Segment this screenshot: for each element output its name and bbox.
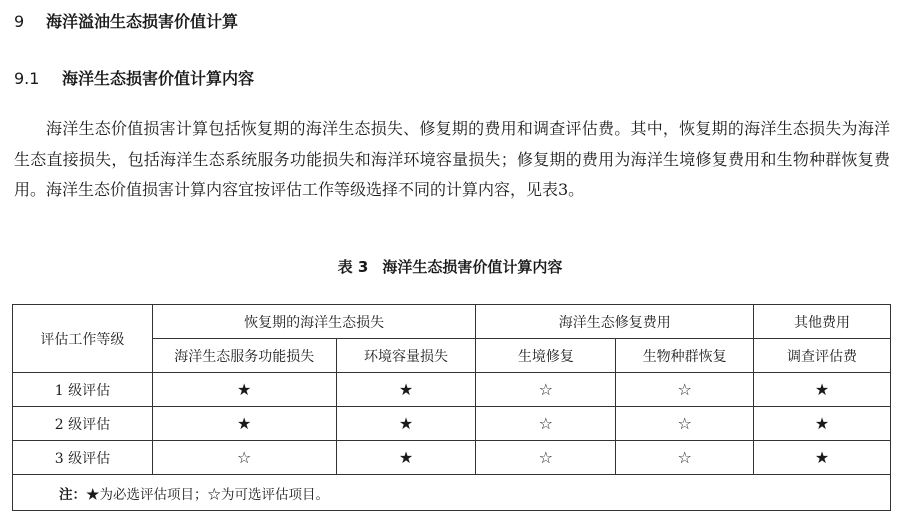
star-cell: ☆ [476,373,616,407]
header-capacity-loss: 环境容量损失 [336,339,476,373]
star-cell: ★ [754,373,891,407]
header-survey-fee: 调查评估费 [754,339,891,373]
subsection-number: 9.1 [14,69,40,88]
header-habitat-repair: 生境修复 [476,339,616,373]
star-cell: ★ [754,441,891,475]
star-cell: ☆ [616,373,754,407]
section-heading [14,10,238,34]
star-cell: ★ [152,407,336,441]
table-row [13,407,891,441]
table-caption [0,255,900,279]
damage-calculation-table [12,304,891,511]
header-species-recovery: 生物种群恢复 [616,339,754,373]
subsection-title: 海洋生态损害价值计算内容 [62,69,255,88]
section-number: 9 [14,12,25,31]
header-service-loss: 海洋生态服务功能损失 [152,339,336,373]
table-row [13,441,891,475]
star-cell: ☆ [616,407,754,441]
row-level: 1 级评估 [13,373,153,407]
star-cell: ☆ [616,441,754,475]
star-cell: ☆ [152,441,336,475]
star-cell: ★ [754,407,891,441]
header-level: 评估工作等级 [13,305,153,373]
table-row [13,373,891,407]
subsection-heading [14,67,254,91]
header-group-other: 其他费用 [754,305,891,339]
table-note [13,475,891,511]
star-cell: ☆ [476,441,616,475]
section-title: 海洋溢油生态损害价值计算 [46,12,239,31]
note-text: ★为必选评估项目；☆为可选评估项目。 [86,486,329,503]
row-level: 2 级评估 [13,407,153,441]
table-caption-title: 海洋生态损害价值计算内容 [382,258,563,276]
row-level: 3 级评估 [13,441,153,475]
star-cell: ★ [152,373,336,407]
star-cell: ★ [336,407,476,441]
header-group-recovery: 恢复期的海洋生态损失 [152,305,476,339]
note-label: 注： [59,486,86,503]
body-paragraph: 海洋生态价值损害计算包括恢复期的海洋生态损失、修复期的费用和调查评估费。其中，恢复期的海洋生态损失为海洋生态直接损失，包括海洋生态系统服务功能损失和海洋环境容量损失；修复期的费用为海洋生境修复费用和生物种群恢复费用。海洋生态价值损害计算内容宜按评估工作等级选择不同的计算内容，见表3。 [14,119,890,199]
header-group-restoration: 海洋生态修复费用 [476,305,754,339]
table-caption-number: 表 3 [337,258,369,276]
star-cell: ★ [336,441,476,475]
star-cell: ☆ [476,407,616,441]
star-cell: ★ [336,373,476,407]
